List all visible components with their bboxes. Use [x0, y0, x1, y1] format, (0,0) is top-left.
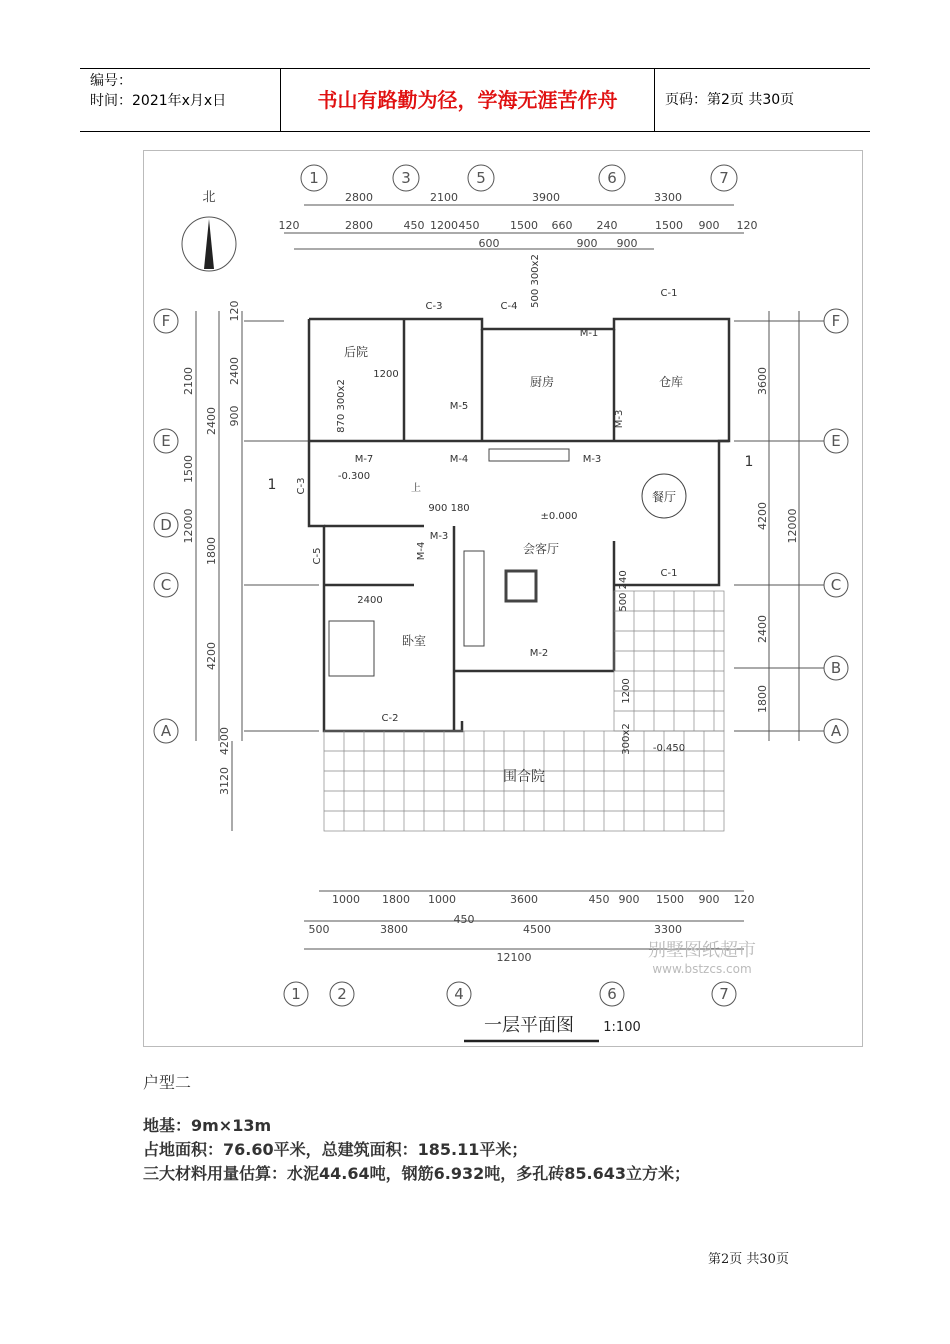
- north-label: 北: [202, 190, 216, 205]
- axis-label-top-2: 5: [476, 169, 486, 187]
- north-arrow-icon: [204, 219, 214, 269]
- label-m3a: M-3: [614, 409, 625, 429]
- axis-label-bottom-3: 6: [607, 985, 617, 1003]
- section-mark-left: 1: [267, 477, 277, 493]
- axis-label-left-4: A: [160, 722, 172, 740]
- dim-right-total: 12000: [786, 508, 799, 544]
- label-m5: M-5: [449, 401, 469, 412]
- dim-left-inner-2: 900: [228, 405, 241, 427]
- axis-label-left-0: F: [161, 312, 171, 330]
- dim-bot1-6: 1500: [656, 893, 684, 906]
- room-bedroom: 卧室: [401, 634, 427, 648]
- dim-left-outer-3: 1800: [205, 537, 218, 565]
- axis-label-bottom-2: 4: [454, 985, 464, 1003]
- dim-2400: 2400: [357, 595, 383, 606]
- label-c1a: C-1: [660, 288, 678, 299]
- label-m3c: M-3: [429, 531, 449, 542]
- room-storage: 仓库: [658, 375, 684, 389]
- dim-left-total: 12000: [182, 508, 195, 544]
- foundation-size: 地基：9m×13m: [143, 1116, 272, 1135]
- dim-1200b: 1200: [621, 678, 632, 704]
- dim-top2-0: 120: [278, 219, 300, 232]
- dim-top1-1: 2100: [430, 191, 458, 204]
- axis-label-right-0: F: [831, 312, 841, 330]
- label-c5: C-5: [312, 547, 323, 565]
- label-m3b: M-3: [582, 454, 602, 465]
- dim-bottom-total: 12100: [496, 951, 532, 964]
- axis-label-top-3: 6: [607, 169, 617, 187]
- dim-top2-5: 1500: [510, 219, 538, 232]
- watermark-url: www.bstzcs.com: [652, 962, 752, 976]
- room-living: 会客厅: [522, 542, 560, 556]
- header-meta: [80, 69, 290, 133]
- dim-right-0: 3600: [756, 367, 769, 395]
- date-label: 时间：2021年x月x日: [90, 93, 227, 109]
- dim-top2-3: 1200: [430, 219, 458, 232]
- label-m7: M-7: [354, 454, 374, 465]
- floor-plan-drawing: [144, 151, 862, 1046]
- dim-top2-2: 450: [403, 219, 425, 232]
- axis-label-left-1: E: [161, 432, 171, 450]
- label-m2: M-2: [529, 648, 549, 659]
- label-c3a: C-3: [425, 301, 443, 312]
- axis-label-right-4: A: [830, 722, 842, 740]
- label-c1b: C-1: [660, 568, 678, 579]
- room-backyard: 后院: [343, 345, 369, 359]
- axis-label-left-3: C: [160, 576, 172, 594]
- dim-bot2-4: 3300: [654, 923, 682, 936]
- kitchen-counter: [489, 449, 569, 461]
- dim-top2-4: 450: [458, 219, 480, 232]
- dim-500: 500 300x2: [530, 254, 541, 308]
- bed: [329, 621, 374, 676]
- dim-bot2-3: 4500: [523, 923, 551, 936]
- label-m1: M-1: [579, 328, 599, 339]
- section-mark-right: 1: [744, 454, 754, 470]
- dim-900-180: 900 180: [428, 503, 470, 514]
- level-minus300: -0.300: [337, 471, 371, 482]
- dim-top2-1: 2800: [345, 219, 373, 232]
- page-footer: 第2页 共30页: [708, 1252, 789, 1267]
- dim-left-outer-1: 1500: [182, 455, 195, 483]
- dim-300x2: 300x2: [621, 723, 632, 755]
- level-zero: ±0.000: [540, 511, 578, 522]
- dim-bot1-5: 900: [618, 893, 640, 906]
- type-title: 户型二: [143, 1073, 192, 1092]
- axis-label-top-0: 1: [309, 169, 319, 187]
- label-c4: C-4: [500, 301, 518, 312]
- room-kitchen: 厨房: [529, 375, 555, 389]
- area-info: 占地面积：76.60平米，总建筑面积：185.11平米；: [143, 1140, 528, 1159]
- header-motto: 书山有路勤为径，学海无涯苦作舟: [280, 69, 655, 131]
- dim-bot1-3: 3600: [510, 893, 538, 906]
- axis-label-bottom-1: 2: [337, 985, 347, 1003]
- sofa: [464, 551, 484, 646]
- dim-bot1-0: 1000: [332, 893, 360, 906]
- dim-top2-10: 120: [736, 219, 758, 232]
- axis-label-right-1: E: [831, 432, 841, 450]
- room-courtyard: 围合院: [503, 769, 545, 785]
- dim-right-3: 1800: [756, 685, 769, 713]
- dim-top2-9: 900: [698, 219, 720, 232]
- dim-1200: 1200: [373, 369, 399, 380]
- axis-label-top-1: 3: [401, 169, 411, 187]
- watermark: 别墅图纸超市: [648, 940, 756, 961]
- label-c3b: C-3: [296, 477, 307, 495]
- coffee-table: [506, 571, 536, 601]
- label-m4b: M-4: [416, 541, 427, 561]
- dim-top1-3: 3300: [654, 191, 682, 204]
- label-m4a: M-4: [449, 454, 469, 465]
- plan-scale: 1:100: [603, 1020, 641, 1035]
- dim-top2-6: 660: [551, 219, 573, 232]
- dim-870: 870 300x2: [336, 379, 347, 433]
- dim-bot1-8: 120: [733, 893, 755, 906]
- dim-500-240: 500 240: [618, 570, 629, 612]
- dim-top3-0: 600: [478, 237, 500, 250]
- dim-left-outer-2: 2400: [205, 407, 218, 435]
- label-up: 上: [411, 483, 421, 494]
- dim-top3-2: 900: [616, 237, 638, 250]
- dim-bot1-4: 450: [588, 893, 610, 906]
- axis-label-left-2: D: [160, 516, 172, 534]
- dim-top1-0: 2800: [345, 191, 373, 204]
- dim-left-inner-0: 120: [228, 300, 241, 322]
- page-header: [80, 68, 870, 132]
- plan-title: 一层平面图: [484, 1015, 574, 1036]
- dim-bot1-2: 1000: [428, 893, 456, 906]
- axis-label-bottom-4: 7: [719, 985, 729, 1003]
- room-dining: 餐厅: [651, 490, 677, 504]
- label-c2: C-2: [381, 713, 399, 724]
- dim-bot2-0: 500: [308, 923, 330, 936]
- floor-plan-image: [143, 150, 863, 1047]
- materials-estimate: 三大材料用量估算：水泥44.64吨，钢筋6.932吨，多孔砖85.643立方米；: [143, 1164, 690, 1183]
- dim-bot2-1: 3800: [380, 923, 408, 936]
- dim-top2-7: 240: [596, 219, 618, 232]
- axis-label-right-3: B: [830, 659, 842, 677]
- number-label: 编号：: [90, 73, 132, 89]
- dim-bot2-2: 450: [453, 913, 475, 926]
- dim-left-outer-0: 2100: [182, 367, 195, 395]
- dim-left-inner-10: 4200: [218, 727, 231, 755]
- dim-left-outer-4: 4200: [205, 642, 218, 670]
- header-page-number: 页码：第2页 共30页: [665, 92, 795, 108]
- level-minus450: -0.450: [652, 743, 686, 754]
- axis-label-bottom-0: 1: [291, 985, 301, 1003]
- dim-top3-1: 900: [576, 237, 598, 250]
- dim-top1-2: 3900: [532, 191, 560, 204]
- dim-left-bottom: 3120: [218, 767, 231, 795]
- dim-bot1-1: 1800: [382, 893, 410, 906]
- dim-right-2: 2400: [756, 615, 769, 643]
- dim-top2-8: 1500: [655, 219, 683, 232]
- axis-label-right-2: C: [830, 576, 842, 594]
- axis-label-top-4: 7: [719, 169, 729, 187]
- dim-left-inner-1: 2400: [228, 357, 241, 385]
- dim-right-1: 4200: [756, 502, 769, 530]
- dim-bot1-7: 900: [698, 893, 720, 906]
